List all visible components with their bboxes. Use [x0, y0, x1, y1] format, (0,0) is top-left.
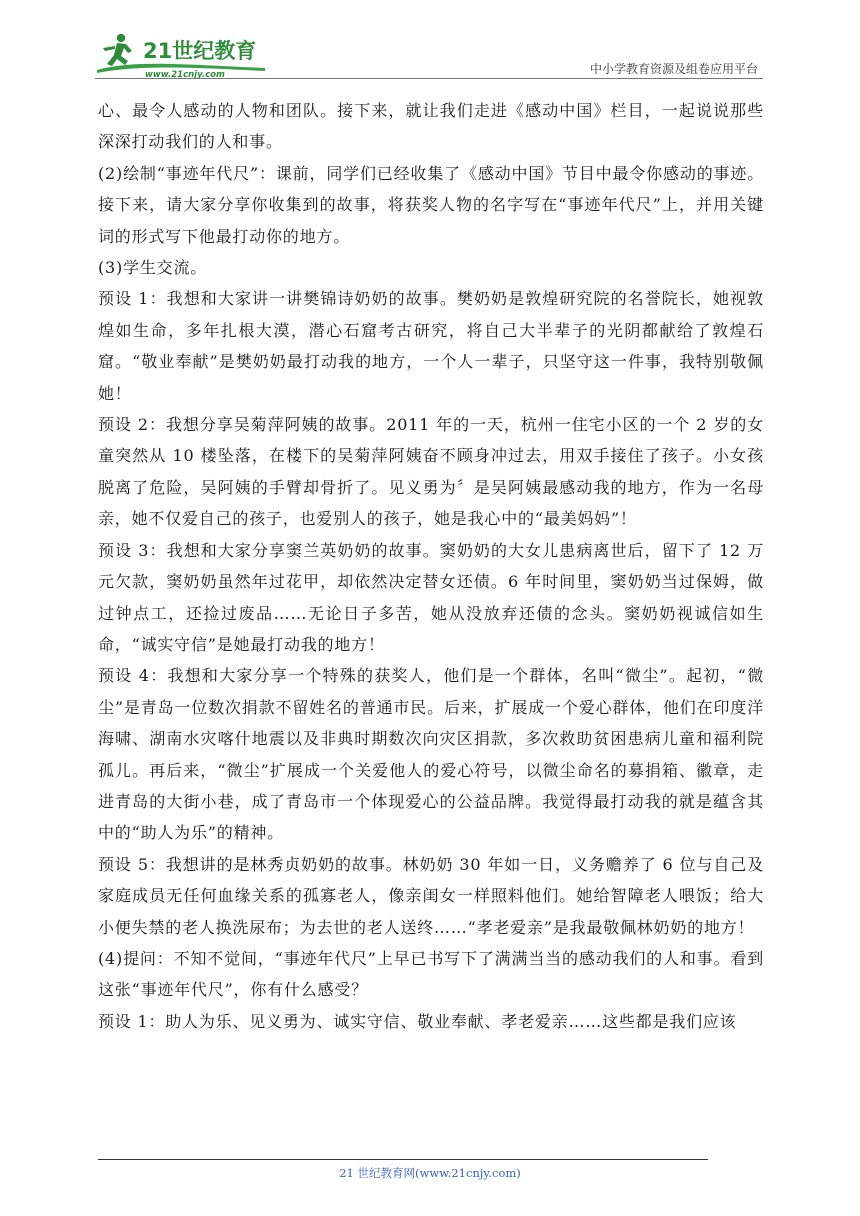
paragraph: 预设 1：助人为乐、见义勇为、诚实守信、敬业奉献、孝老爱亲……这些都是我们应该	[98, 1011, 737, 1031]
header-divider	[95, 78, 763, 79]
page-header	[95, 28, 763, 82]
paragraph: 预设 2：我想分享吴菊萍阿姨的故事。2011 年的一天，杭州一住宅小区的一个 2 岁的女童突然从 10 楼坠落，在楼下的吴菊萍阿姨奋不顾身冲过去，用双手接住了孩子。小女孩脱离了危险，吴阿姨的手臂却骨折了。见义勇为〞是吴阿姨最感动我的地方，作为一名母亲，她不仅爱自己的孩子，也爱别人的孩子，她是我心中的“最美妈妈”！	[98, 415, 764, 529]
paragraph: (3)学生交流。	[98, 258, 208, 278]
footer-divider	[98, 1159, 708, 1160]
logo-url: www.21cnjy.com	[145, 70, 225, 80]
paragraph: (2)绘制“事迹年代尺”：课前，同学们已经收集了《感动中国》节目中最令你感动的事迹。接下来，请大家分享你收集到的故事，将获奖人物的名字写在“事迹年代尺”上，并用关键词的形式写下他最打动你的地方。	[98, 163, 764, 246]
paragraph: (4)提问：不知不觉间，“事迹年代尺”上早已书写下了满满当当的感动我们的人和事。看到这张“事迹年代尺”，你有什么感受？	[98, 948, 764, 1000]
document-body	[98, 95, 764, 1037]
paragraph: 预设 3：我想和大家分享窦兰英奶奶的故事。窦奶奶的大女儿患病离世后，留下了 12 万元欠款，窦奶奶虽然年过花甲，却依然决定替女还债。6 年时间里，窦奶奶当过保姆，做过钟点工，还捡过废品……无论日子多苦，她从没放弃还债的念头。窦奶奶视诚信如生命，“诚实守信”是她最打动我的地方！	[98, 540, 764, 654]
logo-text: 21世纪教育	[143, 39, 257, 63]
paragraph: 预设 1：我想和大家讲一讲樊锦诗奶奶的故事。樊奶奶是敦煌研究院的名誉院长，她视敦煌如生命，多年扎根大漠，潜心石窟考古研究，将自己大半辈子的光阴都献给了敦煌石窟。“敬业奉献”是樊奶奶最打动我的地方，一个人一辈子，只坚守这一件事，我特别敬佩她！	[98, 289, 764, 403]
logo-21cnjy	[95, 30, 270, 80]
paragraph: 预设 4：我想和大家分享一个特殊的获奖人，他们是一个群体，名叫“微尘”。起初，“微尘”是青岛一位数次捐款不留姓名的普通市民。后来，扩展成一个爱心群体，他们在印度洋海啸、湖南水灾喀什地震以及非典时期数次向灾区捐款，多次救助贫困患病儿童和福利院孤儿。再后来，“微尘”扩展成一个关爱他人的爱心符号，以微尘命名的募捐箱、徽章，走进青岛的大街小巷，成了青岛市一个体现爱心的公益品牌。我觉得最打动我的就是蕴含其中的“助人为乐”的精神。	[98, 666, 764, 843]
paragraph: 心、最令人感动的人物和团队。接下来，就让我们走进《感动中国》栏目，一起说说那些深深打动我们的人和事。	[98, 101, 764, 152]
paragraph: 预设 5：我想讲的是林秀贞奶奶的故事。林奶奶 30 年如一日，义务赡养了 6 位与自己及家庭成员无任何血缘关系的孤寡老人，像亲闺女一样照料他们。她给智障老人喂饭；给大小便失禁的老人换洗尿布；为去世的老人送终……“孝老爱亲”是我最敬佩林奶奶的地方！	[98, 854, 764, 937]
footer-text: 21 世纪教育网(www.21cnjy.com)	[339, 1166, 521, 1180]
platform-name: 中小学教育资源及组卷应用平台	[589, 62, 758, 76]
